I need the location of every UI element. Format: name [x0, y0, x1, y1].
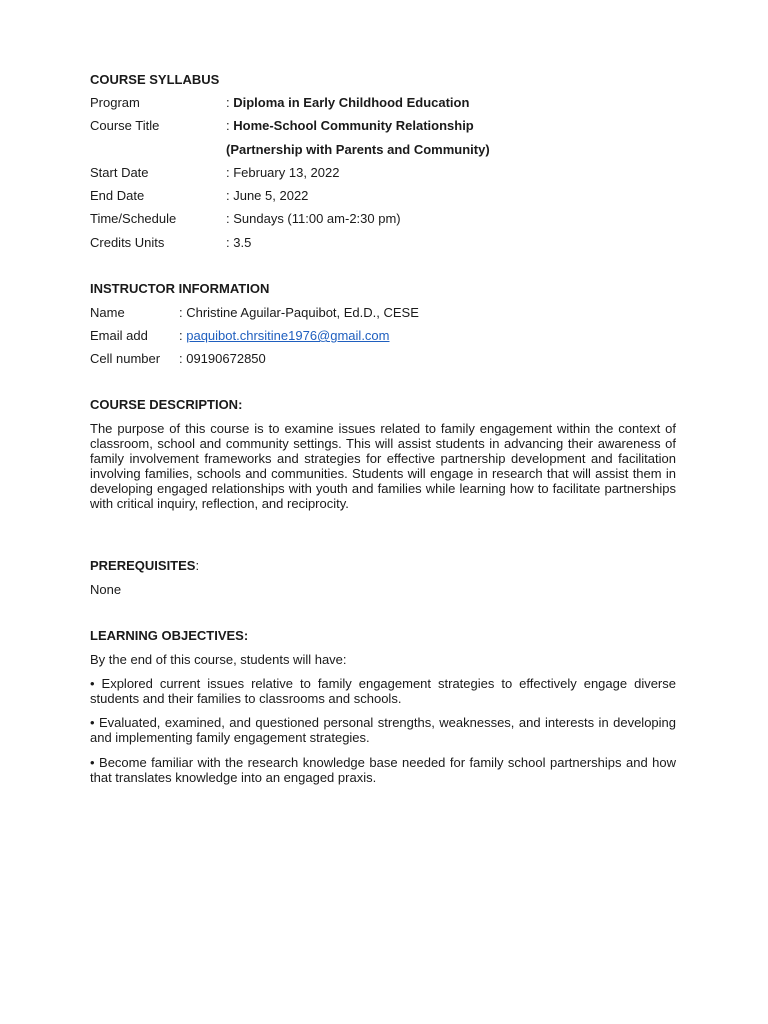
program-value [226, 95, 469, 111]
schedule-label: Time/Schedule [90, 211, 177, 226]
prerequisites-text: None [90, 582, 122, 597]
program-colon: : [226, 95, 234, 110]
schedule-value: : Sundays (11:00 am-2:30 pm) [226, 211, 401, 226]
prerequisites-colon: : [195, 558, 200, 573]
credits-label: Credits Units [90, 235, 165, 250]
description-heading: COURSE DESCRIPTION: [90, 397, 243, 412]
end-date-label: End Date [90, 188, 145, 203]
objectives-intro: By the end of this course, students will have: [90, 652, 347, 667]
course-title-colon: : [226, 118, 234, 133]
instructor-heading: INSTRUCTOR INFORMATION [90, 281, 270, 296]
prerequisites-heading [90, 558, 199, 574]
start-date-value: : February 13, 2022 [226, 165, 340, 180]
email-colon: : [179, 328, 187, 343]
end-date-value: : June 5, 2022 [226, 188, 309, 203]
course-subtitle: (Partnership with Parents and Community) [226, 142, 490, 157]
objective-item: • Evaluated, examined, and questioned personal strengths, weaknesses, and interests in developing and implementing family engagement strategies. [90, 715, 676, 745]
course-title-name: Home-School Community Relationship [233, 118, 474, 133]
program-label: Program [90, 95, 140, 110]
objectives-heading: LEARNING OBJECTIVES: [90, 628, 249, 643]
start-date-label: Start Date [90, 165, 149, 180]
instructor-name-label: Name [90, 305, 125, 320]
course-title-label: Course Title [90, 118, 160, 133]
prerequisites-heading-text: PREREQUISITES [90, 558, 196, 573]
instructor-email-value [179, 328, 390, 344]
instructor-email-link[interactable]: paquibot.chrsitine1976@gmail.com [186, 328, 390, 343]
instructor-email-label: Email add [90, 328, 148, 343]
description-text: The purpose of this course is to examine issues related to family engagement within the context of classroom, school and community settings. This will assist students in advancing their awareness of family involvement frameworks and strategies for effective partnership development and facilitation involving families, schools and communities. Students will engage in research that will assist them in developing engaged relationships with youth and families while learning how to facilitate partnerships with critical inquiry, reflection, and reciprocity. [90, 421, 676, 511]
objective-item: • Become familiar with the research knowledge base needed for family school partnerships and how that translates knowledge into an engaged praxis. [90, 755, 676, 785]
syllabus-heading: COURSE SYLLABUS [90, 72, 220, 87]
objective-item: • Explored current issues relative to family engagement strategies to effectively engage diverse students and their families to classrooms and schools. [90, 676, 676, 706]
instructor-cell-value: : 09190672850 [179, 351, 266, 366]
credits-value: : 3.5 [226, 235, 252, 250]
course-title-value [226, 118, 474, 134]
instructor-cell-label: Cell number [90, 351, 161, 366]
instructor-name-value: : Christine Aguilar-Paquibot, Ed.D., CESE [179, 305, 419, 320]
program-name: Diploma in Early Childhood Education [233, 95, 470, 110]
